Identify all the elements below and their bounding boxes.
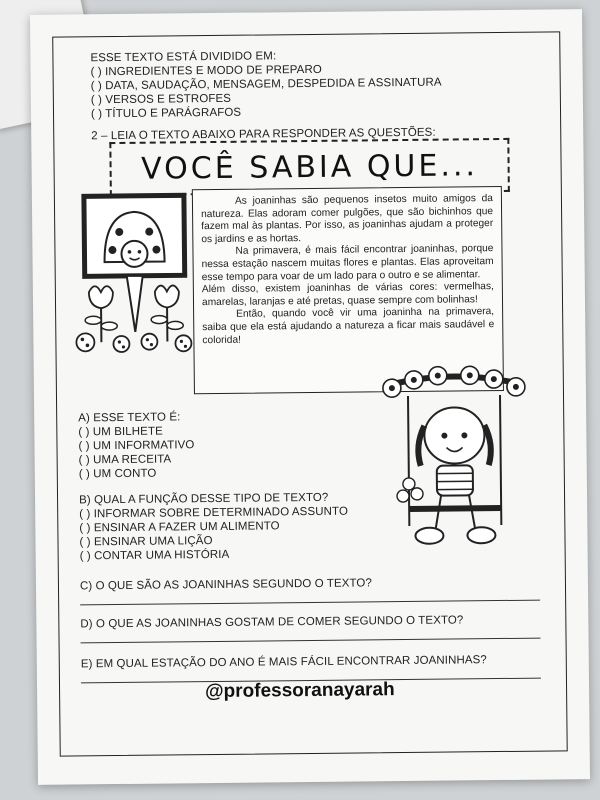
option-item[interactable]: ( ) DATA, SAUDAÇÃO, MENSAGEM, DESPEDIDA E ASSINATURA [90, 76, 442, 93]
option-item[interactable]: ( ) UMA RECEITA [78, 453, 172, 467]
story-paragraph: Além disso, existem joaninhas de várias cores: vermelhas, amarelas, laranjas e até pretas, quase sempre com bolinhas! [201, 281, 494, 308]
question-d: D) O QUE AS JOANINHAS GOSTAM DE COMER SEGUNDO O TEXTO? [80, 614, 464, 631]
option-item[interactable]: ( ) CONTAR UMA HISTÓRIA [79, 548, 230, 563]
option-item[interactable]: ( ) ENSINAR A FAZER UM ALIMENTO [79, 520, 280, 535]
option-item[interactable]: ( ) TÍTULO E PARÁGRAFOS [90, 106, 242, 121]
story-paragraph: As joaninhas são pequenos insetos muito amigos da natureza. Elas adoram comer pulgões, que são bichinhos que fazem mal às plantas. Por isso, as joaninhas ajudam a proteger os jardins e as hortas. [201, 193, 494, 245]
option-item[interactable]: ( ) INGREDIENTES E MODO DE PREPARO [90, 63, 322, 79]
option-item[interactable]: ( ) INFORMAR SOBRE DETERMINADO ASSUNTO [79, 505, 349, 521]
question-c: C) O QUE SÃO AS JOANINHAS SEGUNDO O TEXTO? [79, 577, 373, 593]
question-e: E) EM QUAL ESTAÇÃO DO ANO É MAIS FÁCIL ENCONTRAR JOANINHAS? [80, 654, 487, 671]
option-item[interactable]: ( ) ENSINAR UMA LIÇÃO [79, 535, 213, 549]
girl-swing-illustration-icon [374, 365, 536, 552]
option-item[interactable]: ( ) UM INFORMATIVO [78, 439, 195, 453]
ladybug-illustration-icon [74, 191, 194, 357]
option-item[interactable]: ( ) UM CONTO [78, 467, 157, 481]
section-instruction: 2 – LEIA O TEXTO ABAIXO PARA RESPONDER AS QUESTÕES: [91, 126, 436, 143]
option-item[interactable]: ( ) UM BILHETE [78, 425, 163, 439]
story-paragraph: Então, quando você vir uma joaninha na primavera, saiba que ela está ajudando a natureza a ficar mais saudável e colorida! [202, 306, 495, 346]
option-item[interactable]: ( ) VERSOS E ESTROFES [90, 92, 232, 107]
question-b: B) QUAL A FUNÇÃO DESSE TIPO DE TEXTO? [79, 491, 329, 507]
worksheet-page [30, 9, 590, 785]
author-credit: @professoranayarah [204, 679, 395, 703]
story-text-box [192, 186, 504, 394]
question-heading: ESSE TEXTO ESTÁ DIVIDIDO EM: [90, 50, 277, 65]
story-paragraph: Na primavera, é mais fácil encontrar joaninhas, porque nessa estação nascem muitas flores e plantas. Elas aproveitam esse tempo para voar de um lado para o outro e se alimentar. [201, 243, 494, 283]
question-a: A) ESSE TEXTO É: [78, 411, 181, 425]
text-title: VOCÊ SABIA QUE... [141, 147, 479, 187]
